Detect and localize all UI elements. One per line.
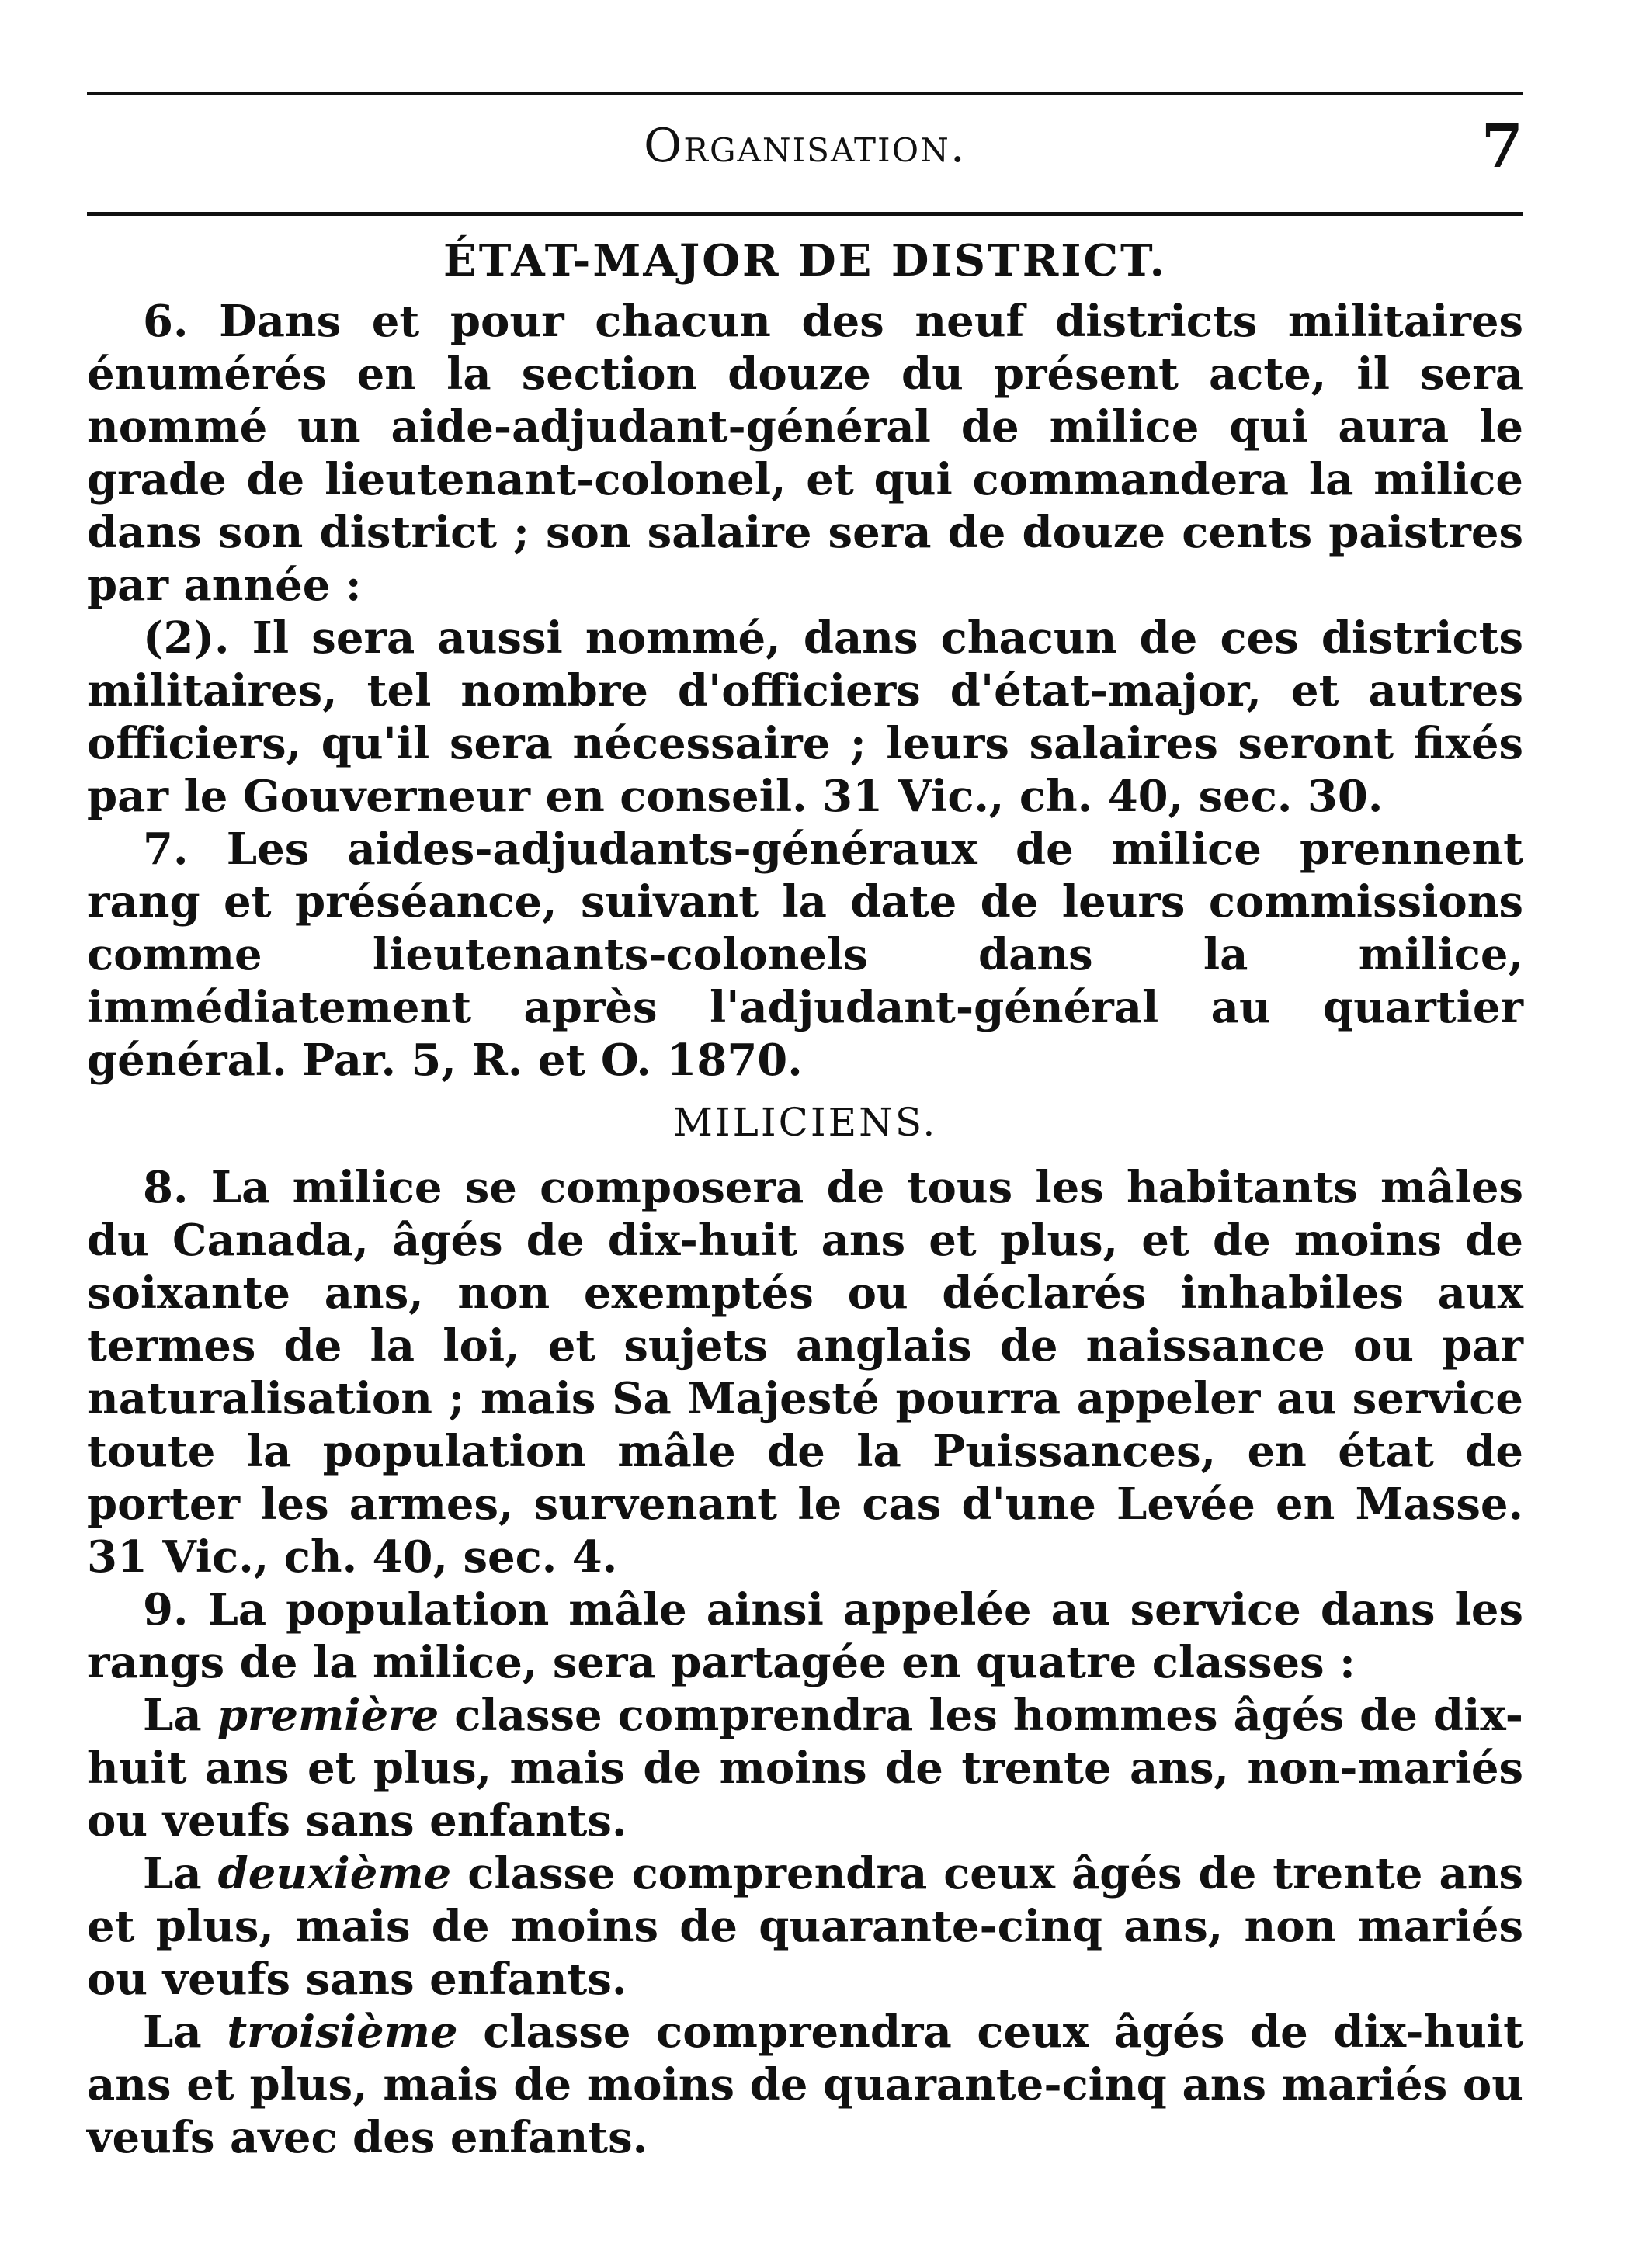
paragraph-8: 8. La milice se composera de tous les habitants mâles du Canada, âgés de dix-huit ans et plus, et de moins de soixante ans, non exemptés ou déclarés inhabiles aux termes de la loi, et sujets anglais de naissance ou par naturalisation ; mais Sa Majesté pourra appeler au service toute la population mâle de la Puissances, en état de porter les armes, survenant le cas d'une Levée en Masse. 31 Vic., ch. 40, sec. 4.	[87, 1162, 1523, 1583]
class-first-text: classe comprendra les hommes âgés de dix-huit ans et plus, mais de moins de trente ans, non-mariés ou veufs sans enfants.	[87, 1690, 1523, 1847]
book-page	[87, 92, 1523, 2164]
class-second-text: classe comprendra ceux âgés de trente ans et plus, mais de moins de quarante-cinq ans, non mariés ou veufs sans enfants.	[87, 1848, 1523, 2005]
running-title: Organisation.	[644, 119, 967, 173]
paragraph-7: 7. Les aides-adjudants-généraux de milice prennent rang et préséance, suivant la date de leurs commissions comme lieutenants-colonels dans la milice, immédiatement après l'adjudant-général au quartier général. Par. 5, R. et O. 1870.	[87, 824, 1523, 1086]
header-rule	[87, 212, 1523, 216]
paragraph-6-2: (2). Il sera aussi nommé, dans chacun de ces districts militaires, tel nombre d'officiers d'état-major, et autres officiers, qu'il sera nécessaire ; leurs salaires seront fixés par le Gouverneur en conseil. 31 Vic., ch. 40, sec. 30.	[87, 612, 1523, 822]
page-number: 7	[1481, 111, 1523, 182]
class-first-lead: La	[143, 1690, 202, 1741]
class-second-ordinal: deuxième	[217, 1848, 452, 1899]
class-first-paragraph	[87, 1689, 1523, 1847]
section-heading-etat-major: ÉTAT-MAJOR DE DISTRICT.	[443, 235, 1167, 286]
class-second-paragraph	[87, 1847, 1523, 2006]
class-third-lead: La	[143, 2006, 202, 2058]
running-header	[87, 95, 1523, 212]
paragraph-9: 9. La population mâle ainsi appelée au service dans les rangs de la milice, sera partagée en quatre classes :	[87, 1584, 1523, 1688]
class-first-ordinal: première	[217, 1690, 439, 1741]
class-third-paragraph	[87, 2006, 1523, 2164]
class-third-text: classe comprendra ceux âgés de dix-huit ans et plus, mais de moins de quarante-cinq ans mariés ou veufs avec des enfants.	[87, 2006, 1524, 2163]
class-third-ordinal: troisième	[227, 2006, 458, 2058]
paragraph-6: 6. Dans et pour chacun des neuf districts militaires énumérés en la section douze du présent acte, il sera nommé un aide-adjudant-général de milice qui aura le grade de lieutenant-colonel, et qui commandera la milice dans son district ; son salaire sera de douze cents paistres par année :	[87, 296, 1523, 611]
section-heading-miliciens: MILICIENS.	[672, 1100, 938, 1145]
class-second-lead: La	[143, 1848, 202, 1899]
